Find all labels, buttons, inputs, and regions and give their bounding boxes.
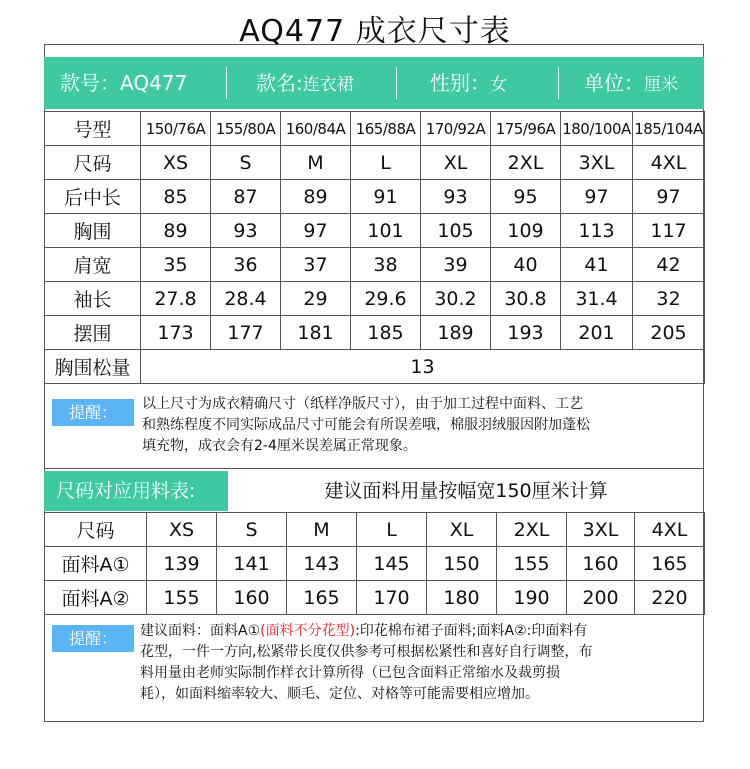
fabric-size-cell: S bbox=[217, 513, 287, 547]
style-name bbox=[256, 57, 354, 109]
unit bbox=[584, 57, 678, 109]
size-chart-cell: 37 bbox=[281, 248, 351, 282]
size-chart-cell: 30.8 bbox=[491, 282, 561, 316]
row-label: 摆围 bbox=[45, 316, 141, 350]
fabric-amount-cell: 160 bbox=[217, 581, 287, 615]
fabric-size-cell: 2XL bbox=[497, 513, 567, 547]
page-title: AQ477 成衣尺寸表 bbox=[239, 14, 511, 49]
header-divider bbox=[396, 67, 397, 99]
size-chart-cell: 87 bbox=[211, 180, 281, 214]
size-chart-cell: XS bbox=[141, 146, 211, 180]
row-label: 号型 bbox=[45, 112, 141, 146]
fabric-reminder-line bbox=[140, 621, 698, 642]
fabric-size-cell: 4XL bbox=[635, 513, 705, 547]
fabric-usage-table bbox=[44, 512, 705, 615]
fabric-reminder-line: 料用量由老师实际制作样衣计算所得（已包含面料正常缩水及裁剪损 bbox=[140, 665, 560, 681]
reminder-line: 和熟练程度不同实际成品尺寸可能会有所误差哦，棉服羽绒服因附加蓬松 bbox=[142, 417, 590, 433]
size-chart-cell: 155/80A bbox=[211, 112, 281, 146]
fabric-section-label: 尺码对应用料表: bbox=[44, 471, 228, 511]
fabric-reminder-text bbox=[140, 621, 698, 705]
reminder-text bbox=[142, 394, 698, 457]
fabric-amount-cell: 145 bbox=[357, 547, 427, 581]
header-divider bbox=[558, 67, 559, 99]
size-chart-cell: 29 bbox=[281, 282, 351, 316]
size-chart-cell: 89 bbox=[281, 180, 351, 214]
size-chart-cell: 41 bbox=[561, 248, 633, 282]
fabric-amount-cell: 141 bbox=[217, 547, 287, 581]
row-label: 胸围 bbox=[45, 214, 141, 248]
fabric-reminder-text-a: 建议面料：面料A① bbox=[140, 623, 261, 639]
unit-label: 单位： bbox=[584, 71, 644, 95]
size-chart-cell: 28.4 bbox=[211, 282, 281, 316]
size-chart-cell: 105 bbox=[421, 214, 491, 248]
size-chart-cell: 170/92A bbox=[421, 112, 491, 146]
size-chart-row bbox=[45, 282, 705, 316]
fabric-amount-cell: 139 bbox=[147, 547, 217, 581]
size-chart-cell: 89 bbox=[141, 214, 211, 248]
size-chart-cell: 29.6 bbox=[351, 282, 421, 316]
fabric-amount-cell: 200 bbox=[567, 581, 635, 615]
row-label: 面料A② bbox=[45, 581, 147, 615]
size-chart-cell: 189 bbox=[421, 316, 491, 350]
fabric-amount-cell: 155 bbox=[497, 547, 567, 581]
unit-value: 厘米 bbox=[644, 75, 678, 95]
fabric-size-cell: XL bbox=[427, 513, 497, 547]
size-chart-cell: 85 bbox=[141, 180, 211, 214]
size-chart-cell: 3XL bbox=[561, 146, 633, 180]
size-chart-cell: 181 bbox=[281, 316, 351, 350]
row-label: 后中长 bbox=[45, 180, 141, 214]
size-chart-cell: 93 bbox=[421, 180, 491, 214]
fabric-amount-cell: 190 bbox=[497, 581, 567, 615]
fabric-size-cell: M bbox=[287, 513, 357, 547]
size-chart-cell: 36 bbox=[211, 248, 281, 282]
size-chart-cell: 185/104A bbox=[633, 112, 705, 146]
size-chart-cell: 35 bbox=[141, 248, 211, 282]
size-chart-cell: 31.4 bbox=[561, 282, 633, 316]
fabric-amount-cell: 155 bbox=[147, 581, 217, 615]
fabric-reminder-text-b: :印花棉布裙子面料;面料A②:印面料有 bbox=[355, 623, 588, 639]
size-chart-cell: 95 bbox=[491, 180, 561, 214]
gender-value: 女 bbox=[490, 75, 507, 95]
size-chart-cell: M bbox=[281, 146, 351, 180]
reminder-line: 以上尺寸为成衣精确尺寸（纸样净版尺寸），由于加工过程中面料、工艺 bbox=[142, 396, 583, 412]
size-chart-cell: 201 bbox=[561, 316, 633, 350]
style-name-value: 连衣裙 bbox=[302, 75, 354, 95]
gender-label: 性别： bbox=[430, 71, 490, 95]
size-chart-cell: 97 bbox=[561, 180, 633, 214]
size-chart-cell: L bbox=[351, 146, 421, 180]
size-chart-cell: 27.8 bbox=[141, 282, 211, 316]
size-chart-cell: 177 bbox=[211, 316, 281, 350]
size-chart-cell: 180/100A bbox=[561, 112, 633, 146]
row-label: 面料A① bbox=[45, 547, 147, 581]
header-divider bbox=[226, 67, 227, 99]
size-chart-cell: 97 bbox=[633, 180, 705, 214]
size-chart-cell: 173 bbox=[141, 316, 211, 350]
size-chart-row bbox=[45, 180, 705, 214]
size-chart-cell: 4XL bbox=[633, 146, 705, 180]
size-chart-cell: 42 bbox=[633, 248, 705, 282]
size-chart-cell: XL bbox=[421, 146, 491, 180]
fabric-amount-cell: 143 bbox=[287, 547, 357, 581]
size-chart-cell: 150/76A bbox=[141, 112, 211, 146]
fabric-size-cell: L bbox=[357, 513, 427, 547]
reminder-badge: 提醒： bbox=[52, 625, 134, 652]
fabric-amount-cell: 170 bbox=[357, 581, 427, 615]
size-chart-cell: 117 bbox=[633, 214, 705, 248]
style-name-label: 款名: bbox=[256, 71, 303, 95]
ease-row bbox=[45, 350, 705, 384]
size-chart-row bbox=[45, 316, 705, 350]
size-chart-cell: 39 bbox=[421, 248, 491, 282]
size-chart-cell: 2XL bbox=[491, 146, 561, 180]
size-chart-table bbox=[44, 111, 705, 384]
fabric-reminder-line: 耗），如面料缩率较大、顺毛、定位、对格等可能需要相应增加。 bbox=[140, 686, 539, 702]
size-chart-cell: S bbox=[211, 146, 281, 180]
spec-header-bar bbox=[44, 57, 704, 109]
size-chart-cell: 193 bbox=[491, 316, 561, 350]
size-chart-cell: 113 bbox=[561, 214, 633, 248]
size-chart-cell: 91 bbox=[351, 180, 421, 214]
fabric-header-row bbox=[45, 513, 705, 547]
size-chart-cell: 38 bbox=[351, 248, 421, 282]
style-number bbox=[60, 57, 187, 109]
ease-label: 胸围松量 bbox=[45, 350, 141, 384]
fabric-amount-cell: 165 bbox=[635, 547, 705, 581]
size-chart-cell: 175/96A bbox=[491, 112, 561, 146]
style-number-value: AQ477 bbox=[120, 71, 188, 95]
row-label: 尺码 bbox=[45, 513, 147, 547]
fabric-reminder-line: 花型，一件一方向,松紧带长度仅供参考可根据松紧性和喜好自行调整，布 bbox=[140, 644, 593, 660]
size-chart-row bbox=[45, 248, 705, 282]
size-chart-cell: 32 bbox=[633, 282, 705, 316]
fabric-amount-cell: 150 bbox=[427, 547, 497, 581]
fabric-size-cell: 3XL bbox=[567, 513, 635, 547]
size-chart-cell: 165/88A bbox=[351, 112, 421, 146]
gender bbox=[430, 57, 507, 109]
size-chart-cell: 205 bbox=[633, 316, 705, 350]
reminder-line: 填充物，成衣会有2-4厘米误差属正常现象。 bbox=[142, 438, 417, 454]
row-label: 袖长 bbox=[45, 282, 141, 316]
fabric-row bbox=[45, 581, 705, 615]
row-label: 尺码 bbox=[45, 146, 141, 180]
row-label: 肩宽 bbox=[45, 248, 141, 282]
fabric-amount-cell: 160 bbox=[567, 547, 635, 581]
style-number-label: 款号： bbox=[60, 71, 120, 95]
section-divider bbox=[44, 468, 704, 469]
fabric-amount-cell: 180 bbox=[427, 581, 497, 615]
size-chart-cell: 97 bbox=[281, 214, 351, 248]
size-chart-cell: 160/84A bbox=[281, 112, 351, 146]
fabric-row bbox=[45, 547, 705, 581]
fabric-no-pattern-note: (面料不分花型) bbox=[260, 623, 356, 639]
reminder-badge: 提醒： bbox=[52, 399, 134, 426]
size-chart-cell: 30.2 bbox=[421, 282, 491, 316]
fabric-amount-cell: 220 bbox=[635, 581, 705, 615]
size-chart-cell: 93 bbox=[211, 214, 281, 248]
fabric-amount-cell: 165 bbox=[287, 581, 357, 615]
size-chart-cell: 101 bbox=[351, 214, 421, 248]
size-chart-row bbox=[45, 214, 705, 248]
size-chart-cell: 109 bbox=[491, 214, 561, 248]
fabric-size-cell: XS bbox=[147, 513, 217, 547]
size-chart-cell: 185 bbox=[351, 316, 421, 350]
fabric-basis-note: 建议面料用量按幅宽150厘米计算 bbox=[324, 480, 608, 502]
size-chart-row bbox=[45, 146, 705, 180]
ease-value: 13 bbox=[141, 350, 705, 384]
size-chart-row bbox=[45, 112, 705, 146]
size-chart-cell: 40 bbox=[491, 248, 561, 282]
